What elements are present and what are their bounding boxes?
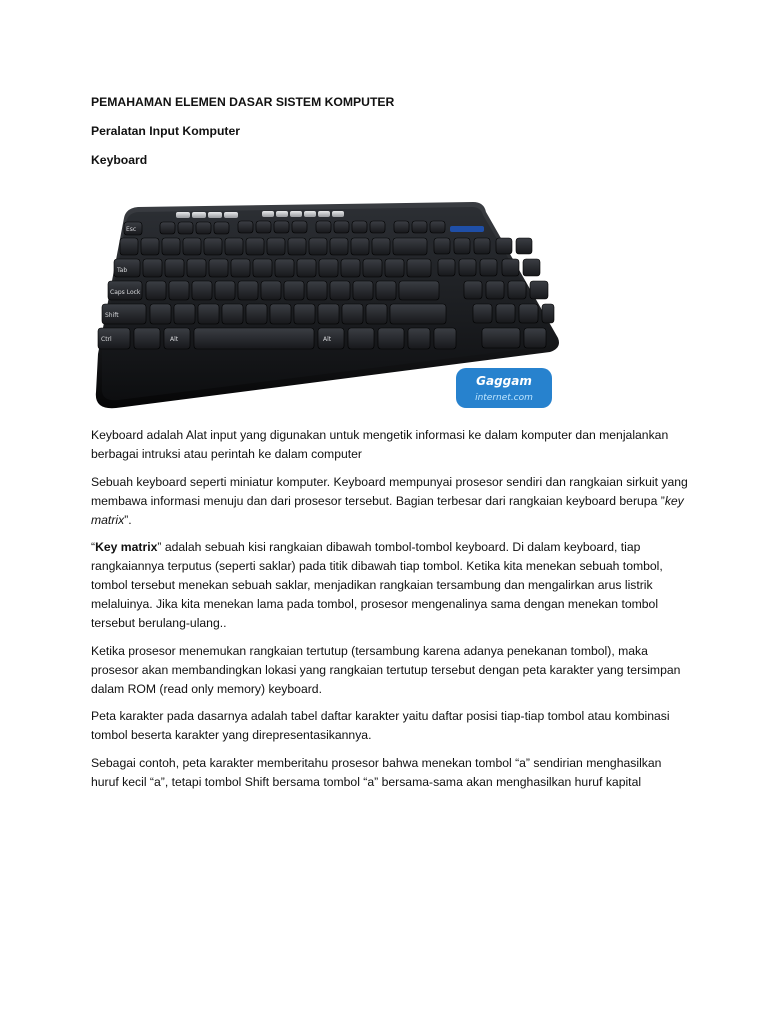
svg-text:Alt: Alt [170, 336, 179, 343]
keyboard-image [88, 186, 564, 416]
svg-text:Alt: Alt [323, 336, 332, 343]
document-title: PEMAHAMAN ELEMEN DASAR SISTEM KOMPUTER [91, 95, 395, 109]
paragraph-5: Peta karakter pada dasarnya adalah tabel daftar karakter yaitu daftar posisi tiap-tiap tombol atau kombinasi tombol beserta karakter yang direpresentasikannya. [91, 709, 670, 742]
key-matrix-term: Key matrix [95, 540, 158, 554]
paragraph-3-open-quote: “ [91, 540, 96, 554]
function-key-row [124, 221, 445, 235]
paragraph-3 [91, 538, 691, 633]
svg-text:Caps Lock: Caps Lock [110, 289, 141, 296]
paragraph-2 [91, 473, 691, 530]
body-text [91, 426, 691, 800]
document-subtitle: Peralatan Input Komputer [91, 124, 240, 138]
paragraph-3-text: ” adalah sebuah kisi rangkaian dibawah tombol-tombol keyboard. Di dalam keyboard, tiap rangkaiannya terputus (seperti saklar) pada titik dibawah tiap tombol. Ketika kita menekan sebuah tombol, tombol tersebut menekan sebuah saklar, menjadikan rangkaian tersambung dan mengalirkan arus listrik melaluinya. Jika kita menekan lama pada tombol, prosesor mengenalinya sama dengan menekan tombol tersebut berulang-ulang.. [91, 540, 663, 630]
paragraph-6: Sebagai contoh, peta karakter memberitahu prosesor bahwa menekan tombol “a” sendirian menghasilkan huruf kecil “a”, tetapi tombol Shift bersama tombol “a” bersama-sama akan menghasilkan huruf kapital [91, 755, 662, 789]
section-heading: Keyboard [91, 153, 148, 167]
watermark-logo [456, 368, 552, 408]
svg-text:Gaggam: Gaggam [476, 374, 532, 388]
svg-text:internet.com: internet.com [475, 393, 533, 403]
svg-text:Shift: Shift [105, 312, 119, 319]
paragraph-2-text: Sebuah keyboard seperti miniatur komputer. Keyboard mempunyai prosesor sendiri dan rangkaian sirkuit yang membawa informasi menuju dan dari prosesor tersebut. Bagian terbesar dari rangkaian keyboard berupa ” [91, 474, 688, 508]
svg-text:Esc: Esc [126, 226, 137, 233]
keyboard-illustration [88, 186, 564, 416]
key-matrix-emphasis: key matrix [91, 493, 684, 527]
paragraph-2-end: ”. [124, 512, 132, 527]
paragraph-1: Keyboard adalah Alat input yang digunakan untuk mengetik informasi ke dalam komputer dan menjalankan berbagai intruksi atau perintah ke dalam computer [91, 428, 669, 461]
svg-text:Ctrl: Ctrl [101, 336, 112, 343]
svg-text:Tab: Tab [117, 267, 128, 274]
paragraph-4: Ketika prosesor menemukan rangkaian tertutup (tersambung karena adanya penekanan tombol), maka prosesor akan membandingkan lokasi yang rangkaian tertutup tersebut dengan peta karakter yang tersimpan dalam ROM (read only memory) keyboard. [91, 643, 681, 696]
